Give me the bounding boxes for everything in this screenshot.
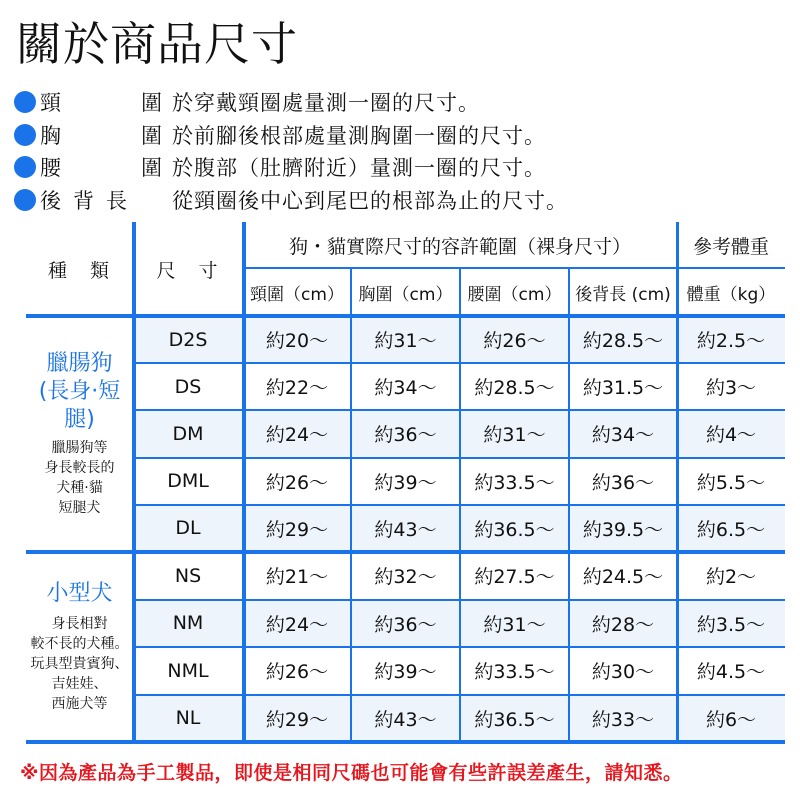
size-cell: DL <box>175 517 201 540</box>
group-name: 臘腸狗 <box>46 351 113 376</box>
divider <box>133 504 785 506</box>
measurement-waist <box>14 151 568 184</box>
size-cell: DM <box>172 422 204 445</box>
divider <box>133 362 785 364</box>
measurement-desc: 從頸圈後中心到尾巴的根部為止的尺寸。 <box>172 188 568 213</box>
size-cell: D2S <box>168 328 208 351</box>
value-cell: 約33.5～ <box>474 661 555 684</box>
value-cell: 約36～ <box>374 613 437 636</box>
value-cell: 約32～ <box>374 566 437 589</box>
measurement-label <box>40 87 172 117</box>
value-cell: 約36.5～ <box>474 518 555 541</box>
header-weight: 體重（kg） <box>686 284 776 305</box>
handmade-notice: ※因為產品為手工製品，即使是相同尺碼也可能會有些許誤差產生，請知悉。 <box>20 762 683 784</box>
value-cell: 約2.5～ <box>696 330 766 353</box>
header-neck: 頸圍（cm） <box>250 284 344 305</box>
size-cell: NM <box>172 612 204 635</box>
value-cell: 約31～ <box>483 613 546 636</box>
bullet-dot-icon <box>14 91 36 113</box>
divider <box>26 314 785 318</box>
measurement-label <box>40 152 172 182</box>
bullet-dot-icon <box>14 124 36 146</box>
value-cell: 約24～ <box>265 613 329 636</box>
value-cell: 約2～ <box>705 566 757 589</box>
divider <box>26 740 785 744</box>
divider <box>26 550 785 554</box>
label-char: 後 <box>40 188 61 213</box>
header-chest: 胸圍（cm） <box>358 284 453 305</box>
header-back-length: 後背長 (cm) <box>575 284 671 305</box>
header-type: 種 類 <box>47 259 111 282</box>
group-desc-line: 玩具型貴賓狗、 <box>30 656 129 672</box>
value-cell: 約27.5～ <box>474 566 555 589</box>
bullet-dot-icon <box>14 156 36 178</box>
value-cell: 約4～ <box>705 424 757 447</box>
measurement-neck <box>14 86 568 119</box>
value-cell: 約6～ <box>705 708 757 731</box>
divider <box>133 599 785 601</box>
measurement-list <box>14 86 568 216</box>
value-cell: 約29～ <box>265 518 329 541</box>
value-cell: 約30～ <box>591 661 655 684</box>
group-name: 小型犬 <box>46 581 113 606</box>
value-cell: 約36.5～ <box>474 708 555 731</box>
value-cell: 約39.5～ <box>582 518 664 541</box>
value-cell: 約33.5～ <box>474 471 555 494</box>
divider <box>133 409 785 411</box>
value-cell: 約24～ <box>265 424 329 447</box>
divider <box>568 268 570 744</box>
value-cell: 約43～ <box>374 518 437 541</box>
value-cell: 約22～ <box>265 377 329 400</box>
header-weight-group: 參考體重 <box>692 235 769 258</box>
divider <box>132 222 136 744</box>
measurement-desc: 於穿戴頸圈處量測一圈的尺寸。 <box>172 91 480 116</box>
value-cell: 約28～ <box>591 613 655 636</box>
group-subname: (長身·短腿) <box>38 379 121 432</box>
value-cell: 約24.5～ <box>582 566 664 589</box>
label-char: 胸 <box>40 123 61 148</box>
group-desc-line: 西施犬等 <box>51 696 108 712</box>
group-desc-line: 身長較長的 <box>44 460 115 476</box>
group-desc-line: 身長相對 <box>51 616 108 632</box>
size-cell: DS <box>174 375 202 398</box>
group-dachshund <box>26 316 133 552</box>
value-cell: 約26～ <box>265 471 329 494</box>
value-cell: 約28.5～ <box>582 330 664 353</box>
label-char: 頸 <box>40 91 61 116</box>
measurement-back-length <box>14 184 568 217</box>
value-cell: 約3.5～ <box>696 613 766 636</box>
value-cell: 約34～ <box>374 377 437 400</box>
group-desc-line: 較不長的犬種。 <box>30 636 129 652</box>
value-cell: 約33～ <box>591 708 655 731</box>
label-char: 腰 <box>40 156 61 181</box>
group-desc-line: 犬種·貓 <box>56 480 103 496</box>
measurement-label <box>40 120 172 150</box>
divider <box>459 268 461 744</box>
group-small-dog <box>26 552 133 742</box>
value-cell: 約31.5～ <box>582 377 664 400</box>
measurement-desc: 於腹部（肚臍附近）量測一圈的尺寸。 <box>172 156 546 181</box>
group-desc-line: 臘腸狗等 <box>51 440 108 456</box>
label-char: 圍 <box>141 156 162 181</box>
size-cell: NS <box>174 564 202 587</box>
measurement-desc: 於前腳後根部處量測胸圍一圈的尺寸。 <box>172 123 546 148</box>
label-char: 長 <box>106 188 127 213</box>
value-cell: 約3～ <box>705 377 757 400</box>
value-cell: 約31～ <box>374 330 437 353</box>
size-cell: NL <box>175 707 201 730</box>
value-cell: 約26～ <box>265 661 329 684</box>
bullet-dot-icon <box>14 189 36 211</box>
divider <box>243 267 785 269</box>
divider <box>350 268 352 744</box>
value-cell: 約39～ <box>374 471 437 494</box>
header-range-group: 狗・貓實際尺寸的容許範圍（裸身尺寸） <box>288 235 631 258</box>
label-char: 圍 <box>141 123 162 148</box>
label-char: 背 <box>73 188 94 213</box>
value-cell: 約28.5～ <box>474 377 555 400</box>
page-title: 關於商品尺寸 <box>16 17 298 71</box>
value-cell: 約29～ <box>265 708 329 731</box>
size-cell: DML <box>167 470 209 493</box>
measurement-chest <box>14 119 568 152</box>
label-char: 圍 <box>141 91 162 116</box>
value-cell: 約39～ <box>374 661 437 684</box>
size-cell: NML <box>167 659 209 682</box>
value-cell: 約26～ <box>483 330 546 353</box>
divider <box>676 222 679 744</box>
group-desc-line: 短腿犬 <box>58 500 101 516</box>
divider <box>242 222 246 744</box>
group-desc-line: 吉娃娃、 <box>51 676 108 692</box>
divider <box>133 694 785 696</box>
value-cell: 約36～ <box>374 424 437 447</box>
value-cell: 約21～ <box>265 566 329 589</box>
value-cell: 約36～ <box>591 471 655 494</box>
divider <box>133 646 785 648</box>
value-cell: 約43～ <box>374 708 437 731</box>
header-waist: 腰圍（cm） <box>467 284 562 305</box>
divider <box>133 457 785 459</box>
measurement-label <box>40 185 172 215</box>
value-cell: 約6.5～ <box>696 518 766 541</box>
header-size: 尺 寸 <box>156 259 220 282</box>
value-cell: 約4.5～ <box>696 661 766 684</box>
value-cell: 約5.5～ <box>696 471 766 494</box>
value-cell: 約31～ <box>483 424 546 447</box>
value-cell: 約34～ <box>591 424 655 447</box>
value-cell: 約20～ <box>265 330 329 353</box>
size-table <box>26 222 786 744</box>
